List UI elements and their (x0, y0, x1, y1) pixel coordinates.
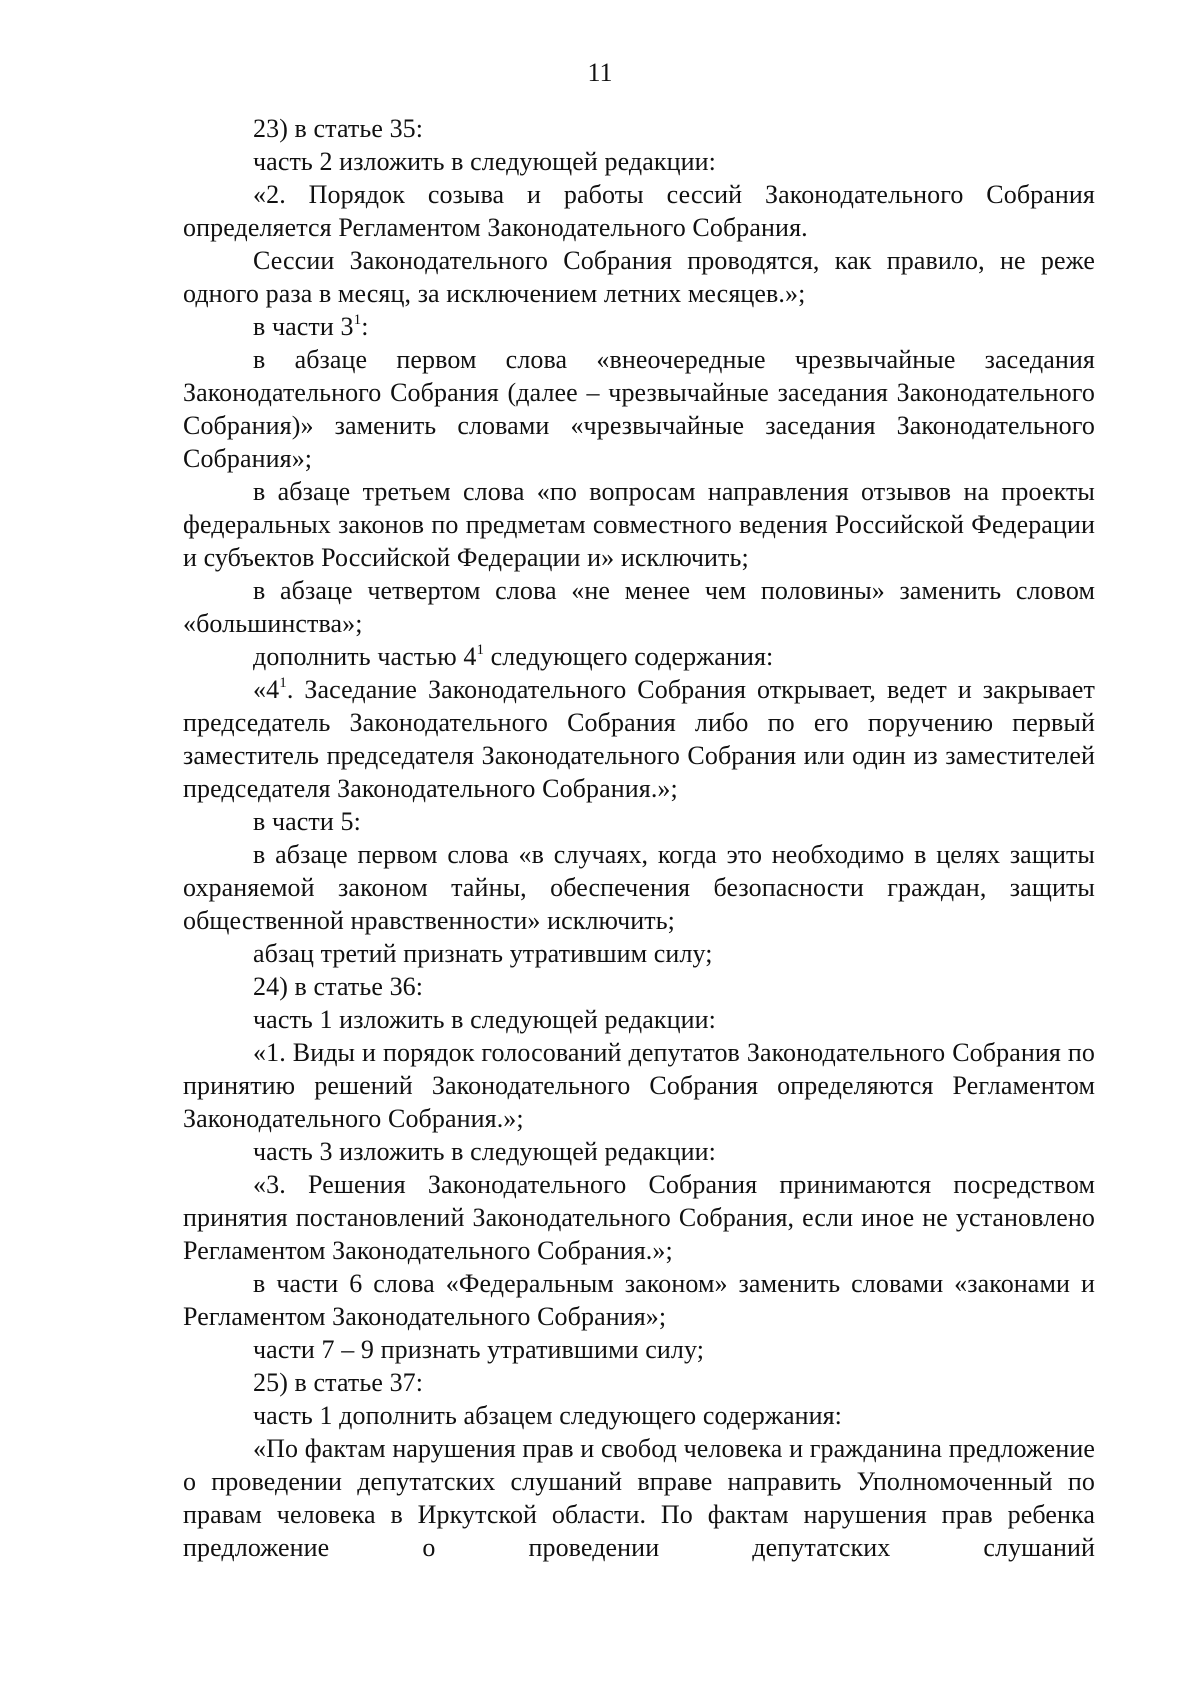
paragraph: «2. Порядок созыва и работы сессий Законодательного Собрания определяется Регламентом Законодательного Собрания. (183, 180, 1095, 242)
paragraph: в части 6 слова «Федеральным законом» заменить словами «законами и Регламентом Законодательного Собрания»; (183, 1269, 1095, 1331)
paragraph: 23) в статье 35: (253, 114, 424, 143)
paragraph-text: дополнить частью 4 (253, 642, 477, 671)
paragraph: «1. Виды и порядок голосований депутатов Законодательного Собрания по принятию решений Законодательного Собрания определяются Регламентом Законодательного Собрания.»; (183, 1038, 1095, 1133)
paragraph-text: в части 3 (253, 312, 354, 341)
paragraph: в абзаце третьем слова «по вопросам направления отзывов на проекты федеральных законов по предметам совместного ведения Российской Федерации и субъектов Российской Федерации и» исключить; (183, 477, 1095, 572)
paragraph (183, 310, 1095, 343)
paragraph-text: . Заседание Законодательного Собрания открывает, ведет и закрывает председатель Законодательного Собрания либо по его поручению первый заместитель председателя Законодательного Собрания или один из заместителей председателя Законодательного Собрания.»; (183, 675, 1095, 803)
superscript: 1 (476, 642, 485, 658)
paragraph: в абзаце четвертом слова «не менее чем половины» заменить словом «большинства»; (183, 576, 1095, 638)
paragraph: часть 3 изложить в следующей редакции: (253, 1137, 716, 1166)
page-number: 11 (587, 58, 613, 87)
paragraph: в абзаце первом слова «внеочередные чрезвычайные заседания Законодательного Собрания (далее – чрезвычайные заседания Законодательного Собрания)» заменить словами «чрезвычайные заседания Законодательного Собрания»; (183, 345, 1095, 473)
paragraph (183, 640, 1095, 673)
paragraph: 25) в статье 37: (253, 1368, 424, 1397)
paragraph: в части 5: (253, 807, 361, 836)
paragraph: Сессии Законодательного Собрания проводятся, как правило, не реже одного раза в месяц, за исключением летних месяцев.»; (183, 246, 1095, 308)
superscript: 1 (353, 312, 362, 328)
superscript: 1 (279, 675, 287, 691)
paragraph (183, 673, 1095, 805)
paragraph: части 7 – 9 признать утратившими силу; (253, 1335, 705, 1364)
paragraph: часть 1 изложить в следующей редакции: (253, 1005, 716, 1034)
paragraph: «3. Решения Законодательного Собрания принимаются посредством принятия постановлений Законодательного Собрания, если иное не установлено Регламентом Законодательного Собрания.»; (183, 1170, 1095, 1265)
paragraph-text: «4 (253, 675, 280, 704)
paragraph: часть 2 изложить в следующей редакции: (253, 147, 716, 176)
paragraph: абзац третий признать утратившим силу; (253, 939, 713, 968)
paragraph: 24) в статье 36: (253, 972, 424, 1001)
paragraph-text: : (361, 312, 369, 341)
paragraph-text: следующего содержания: (484, 642, 774, 671)
paragraph: часть 1 дополнить абзацем следующего содержания: (253, 1401, 842, 1430)
document-body (183, 112, 1095, 1564)
paragraph: в абзаце первом слова «в случаях, когда это необходимо в целях защиты охраняемой законом тайны, обеспечения безопасности граждан, защиты общественной нравственности» исключить; (183, 840, 1095, 935)
paragraph: «По фактам нарушения прав и свобод человека и гражданина предложение о проведении депутатских слушаний вправе направить Уполномоченный по правам человека в Иркутской области. По фактам нарушения прав ребенка предложение о проведении депутатских слушаний (183, 1434, 1095, 1562)
